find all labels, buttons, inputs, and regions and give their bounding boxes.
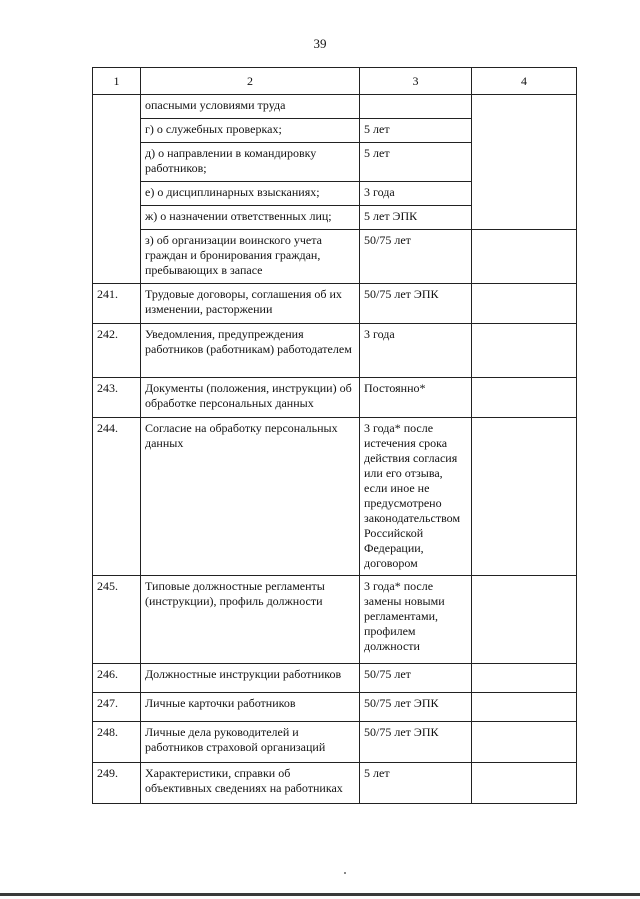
row-number: 249. (93, 763, 141, 804)
row-note (472, 284, 577, 324)
row-note (472, 693, 577, 722)
table-row (93, 576, 577, 664)
row-period: 50/75 лет (360, 664, 472, 693)
row-note (472, 722, 577, 763)
table-row (93, 763, 577, 804)
row-period: 50/75 лет (360, 230, 472, 284)
table-row (93, 378, 577, 418)
row-period: 5 лет ЭПК (360, 206, 472, 230)
row-period: Постоянно* (360, 378, 472, 418)
row-description: опасными условиями труда (141, 95, 360, 119)
table-row (93, 664, 577, 693)
row-period: 5 лет (360, 143, 472, 182)
row-number: 248. (93, 722, 141, 763)
row-note (472, 576, 577, 664)
row-description: Типовые должностные регламенты (инструкции), профиль должности (141, 576, 360, 664)
row-description: Характеристики, справки об объективных сведениях на работниках (141, 763, 360, 804)
row-note (472, 664, 577, 693)
row-note (472, 763, 577, 804)
row-period: 50/75 лет ЭПК (360, 284, 472, 324)
row-period: 50/75 лет ЭПК (360, 722, 472, 763)
column-header-3: 3 (360, 68, 472, 95)
table-row (93, 418, 577, 576)
page-number: 39 (313, 36, 327, 51)
row-description: Должностные инструкции работников (141, 664, 360, 693)
row-number: 244. (93, 418, 141, 576)
scan-speck (344, 872, 346, 874)
row-number: 247. (93, 693, 141, 722)
column-header-2: 2 (141, 68, 360, 95)
column-header-1: 1 (93, 68, 141, 95)
row-note (472, 230, 577, 284)
records-retention-table (92, 67, 577, 804)
row-period: 50/75 лет ЭПК (360, 693, 472, 722)
row-description: Документы (положения, инструкции) об обработке персональных данных (141, 378, 360, 418)
table-header-row (93, 68, 577, 95)
row-number: 242. (93, 324, 141, 378)
table-row (93, 230, 577, 284)
row-number: 245. (93, 576, 141, 664)
row-note (472, 324, 577, 378)
row-period: 5 лет (360, 119, 472, 143)
row-period (360, 95, 472, 119)
row-description: Личные карточки работников (141, 693, 360, 722)
row-description: Уведомления, предупреждения работников (работникам) работодателем (141, 324, 360, 378)
continued-number-cell (93, 95, 141, 284)
row-description: г) о служебных проверках; (141, 119, 360, 143)
column-header-4: 4 (472, 68, 577, 95)
table-row (93, 284, 577, 324)
row-number: 243. (93, 378, 141, 418)
row-description: Личные дела руководителей и работников страховой организаций (141, 722, 360, 763)
row-description: ж) о назначении ответственных лиц; (141, 206, 360, 230)
row-period: 5 лет (360, 763, 472, 804)
row-note (472, 378, 577, 418)
table-row (93, 722, 577, 763)
row-description: з) об организации воинского учета граждан и бронирования граждан, пребывающих в запасе (141, 230, 360, 284)
table-row (93, 95, 577, 119)
row-period: 3 года (360, 324, 472, 378)
row-period: 3 года (360, 182, 472, 206)
row-note (472, 95, 577, 230)
row-period: 3 года* после истечения срока действия согласия или его отзыва, если иное не предусмотрено законодательством Российской Федерации, договором (360, 418, 472, 576)
row-description: Согласие на обработку персональных данных (141, 418, 360, 576)
row-description: е) о дисциплинарных взысканиях; (141, 182, 360, 206)
table-row (93, 693, 577, 722)
row-description: Трудовые договоры, соглашения об их изменении, расторжении (141, 284, 360, 324)
row-note (472, 418, 577, 576)
scan-edge-line (0, 893, 640, 896)
table-row (93, 324, 577, 378)
row-description: д) о направлении в командировку работников; (141, 143, 360, 182)
row-number: 246. (93, 664, 141, 693)
row-number: 241. (93, 284, 141, 324)
row-period: 3 года* после замены новыми регламентами, профилем должности (360, 576, 472, 664)
